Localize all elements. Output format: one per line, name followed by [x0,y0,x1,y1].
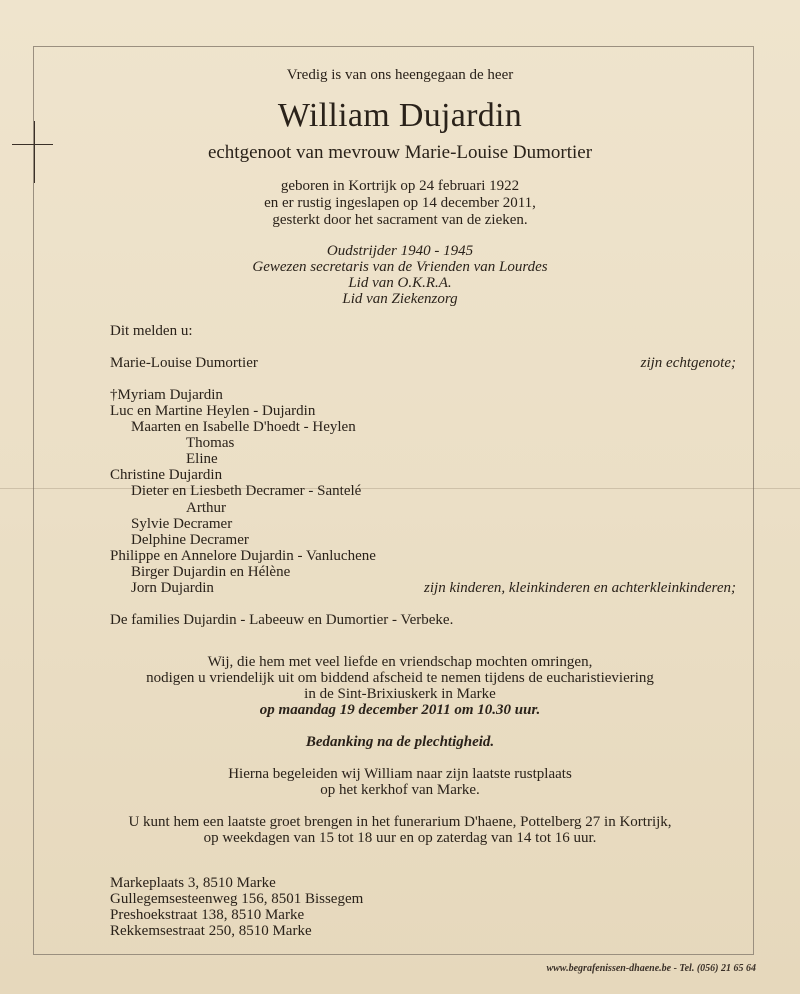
address-line: Gullegemsesteenweg 156, 8501 Bissegem [110,891,364,907]
deceased-name: William Dujardin [277,97,523,134]
family-member: †Myriam Dujardin [110,387,223,403]
title-line: Gewezen secretaris van de Vrienden van Lourdes [252,259,548,275]
birth-line: geboren in Kortrijk op 24 februari 1922 [280,178,520,194]
service-date-time: op maandag 19 december 2011 om 10.30 uur. [259,702,541,718]
address-line: Rekkemsestraat 250, 8510 Marke [110,923,312,939]
spouse-line: echtgenoot van mevrouw Marie-Louise Dumortier [207,142,593,163]
family-member: Thomas [186,435,235,451]
family-member: Delphine Decramer [131,532,249,548]
visiting-hours-line: op weekdagen van 15 tot 18 uur en op zaterdag van 14 tot 16 uur. [203,830,597,846]
intro-line: Vredig is van ons heengegaan de heer [286,67,514,83]
burial-line: Hierna begeleiden wij William naar zijn laatste rustplaats [228,766,572,782]
funerarium-line: U kunt hem een laatste groet brengen in het funerarium D'haene, Pottelberg 27 in Kortrijk, [128,814,672,830]
address-line: Markeplaats 3, 8510 Marke [110,875,276,891]
sacrament-line: gesterkt door het sacrament van de zieken. [272,212,528,228]
title-line: Oudstrijder 1940 - 1945 [326,243,474,259]
title-line: Lid van Ziekenzorg [342,291,458,307]
family-role: zijn kinderen, kleinkinderen en achterkleinkinderen; [424,580,736,596]
family-member: Christine Dujardin [110,467,223,483]
family-member: Eline [186,451,218,467]
title-line: Lid van O.K.R.A. [348,275,452,291]
family-member: Maarten en Isabelle D'hoedt - Heylen [131,419,356,435]
spouse-role: zijn echtgenote; [640,355,736,371]
family-member: Philippe en Annelore Dujardin - Vanluchene [110,548,376,564]
invitation-line: nodigen u vriendelijk uit om biddend afscheid te nemen tijdens de eucharistieviering [146,670,654,686]
families-line: De families Dujardin - Labeeuw en Dumortier - Verbeke. [110,612,454,628]
address-line: Preshoekstraat 138, 8510 Marke [110,907,305,923]
family-member: Birger Dujardin en Hélène [131,564,291,580]
thanks-line: Bedanking na de plechtigheid. [305,734,495,750]
death-line: en er rustig ingeslapen op 14 december 2011, [264,195,536,211]
church-line: in de Sint-Brixiuskerk in Marke [304,686,496,702]
burial-line: op het kerkhof van Marke. [320,782,480,798]
family-member: Arthur [186,500,226,516]
family-member: Luc en Martine Heylen - Dujardin [110,403,316,419]
mourners-intro: Dit melden u: [110,323,193,339]
invitation-line: Wij, die hem met veel liefde en vriendschap mochten omringen, [207,654,593,670]
spouse-name: Marie-Louise Dumortier [110,355,258,371]
family-member: Sylvie Decramer [131,516,233,532]
paper-fold-line [0,488,800,489]
family-member: Dieter en Liesbeth Decramer - Santelé [131,483,362,499]
family-member: Jorn Dujardin [131,580,214,596]
undertaker-footer: www.begrafenissen-dhaene.be - Tel. (056) 21 65 64 [546,963,756,974]
